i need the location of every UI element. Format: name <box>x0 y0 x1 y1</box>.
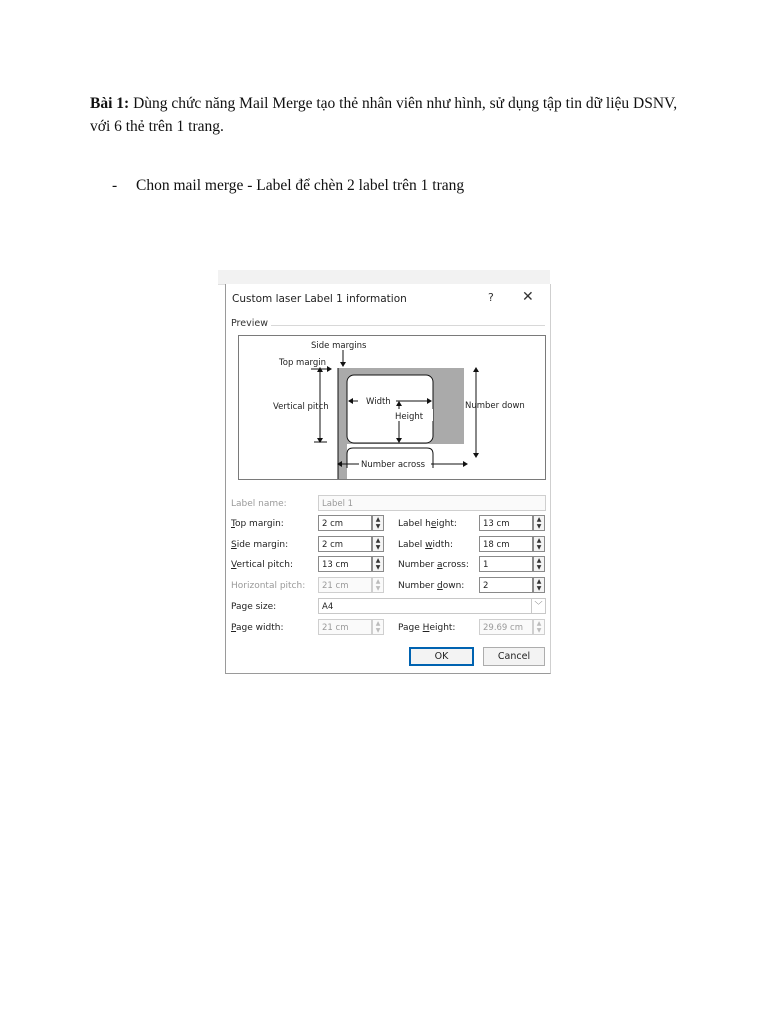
spinner-arrows-icon[interactable]: ▲ ▼ <box>533 515 545 531</box>
bullet-text: Chon mail merge - Label để chèn 2 label trên 1 trang <box>136 177 465 194</box>
vertical-pitch-input[interactable]: 13 cm <box>318 556 372 572</box>
spinner-arrows-icon[interactable]: ▲ ▼ <box>372 556 384 572</box>
side-margin-input[interactable]: 2 cm <box>318 536 372 552</box>
spinner-arrows-icon: ▲ ▼ <box>533 619 545 635</box>
label-width-input[interactable]: 18 cm <box>479 536 533 552</box>
dialog-titlebar <box>226 284 550 314</box>
spinner-arrows-icon[interactable]: ▲ ▼ <box>372 536 384 552</box>
number-across-label: Number across <box>361 460 426 470</box>
number-down-field-label: Number down: <box>398 581 465 591</box>
label-width-field-label: Label width: <box>398 540 453 550</box>
exercise-text: Dùng chức năng Mail Merge tạo thẻ nhân viên như hình, sử dụng tập tin dữ liệu DSNV, với 6 thẻ trên 1 trang. <box>90 95 678 135</box>
top-margin-label: Top margin <box>279 358 327 368</box>
number-across-field-label: Number across: <box>398 560 469 570</box>
preview-diagram <box>239 336 545 479</box>
bullet-item <box>112 176 464 196</box>
preview-box <box>238 335 546 480</box>
vertical-pitch-field-label: Vertical pitch: <box>231 560 293 570</box>
width-label: Width <box>366 397 391 407</box>
page-side-shade <box>338 368 347 479</box>
preview-divider <box>271 325 545 326</box>
spinner-arrows-icon: ▲ ▼ <box>372 619 384 635</box>
preview-label: Preview <box>231 318 268 329</box>
page-height-input: 29.69 cm <box>479 619 533 635</box>
spinner-arrows-icon[interactable]: ▲ ▼ <box>533 556 545 572</box>
bullet-marker: - <box>112 177 118 194</box>
label-height-input[interactable]: 13 cm <box>479 515 533 531</box>
spinner-arrows-icon: ▲ ▼ <box>372 577 384 593</box>
exercise-number: Bài 1: <box>90 95 130 112</box>
height-label: Height <box>395 412 424 422</box>
exercise-paragraph <box>90 92 690 138</box>
page-size-value: A4 <box>322 602 334 612</box>
page-width-field-label: Page width: <box>231 623 284 633</box>
label-height-field-label: Label height: <box>398 519 457 529</box>
spinner-arrows-icon[interactable]: ▲ ▼ <box>372 515 384 531</box>
number-down-input[interactable]: 2 <box>479 577 533 593</box>
dialog-screenshot <box>218 270 550 675</box>
chevron-down-icon[interactable]: ﹀ <box>531 598 545 614</box>
page-size-select[interactable] <box>318 598 546 614</box>
top-margin-input[interactable]: 2 cm <box>318 515 372 531</box>
side-margins-label: Side margins <box>311 341 367 351</box>
spinner-arrows-icon[interactable]: ▲ ▼ <box>533 577 545 593</box>
number-across-input[interactable]: 1 <box>479 556 533 572</box>
vertical-pitch-label: Vertical pitch <box>273 402 329 412</box>
custom-label-dialog <box>225 284 551 674</box>
window-strip <box>218 270 550 285</box>
horizontal-pitch-field-label: Horizontal pitch: <box>231 581 306 591</box>
help-button[interactable]: ? <box>488 291 494 304</box>
number-down-label: Number down <box>465 401 525 411</box>
page-size-field-label: Page size: <box>231 602 277 612</box>
ok-button[interactable]: OK <box>409 647 474 666</box>
spinner-arrows-icon[interactable]: ▲ ▼ <box>533 536 545 552</box>
close-button[interactable]: ✕ <box>522 289 534 305</box>
top-margin-field-label: Top margin: <box>231 519 284 529</box>
label-name-label: Label name: <box>231 499 287 509</box>
page-height-field-label: Page Height: <box>398 623 456 633</box>
horizontal-pitch-input: 21 cm <box>318 577 372 593</box>
cancel-button[interactable]: Cancel <box>483 647 545 666</box>
side-margin-field-label: Side margin: <box>231 540 289 550</box>
label-name-input: Label 1 <box>318 495 546 511</box>
dialog-title: Custom laser Label 1 information <box>232 293 407 305</box>
page-width-input: 21 cm <box>318 619 372 635</box>
